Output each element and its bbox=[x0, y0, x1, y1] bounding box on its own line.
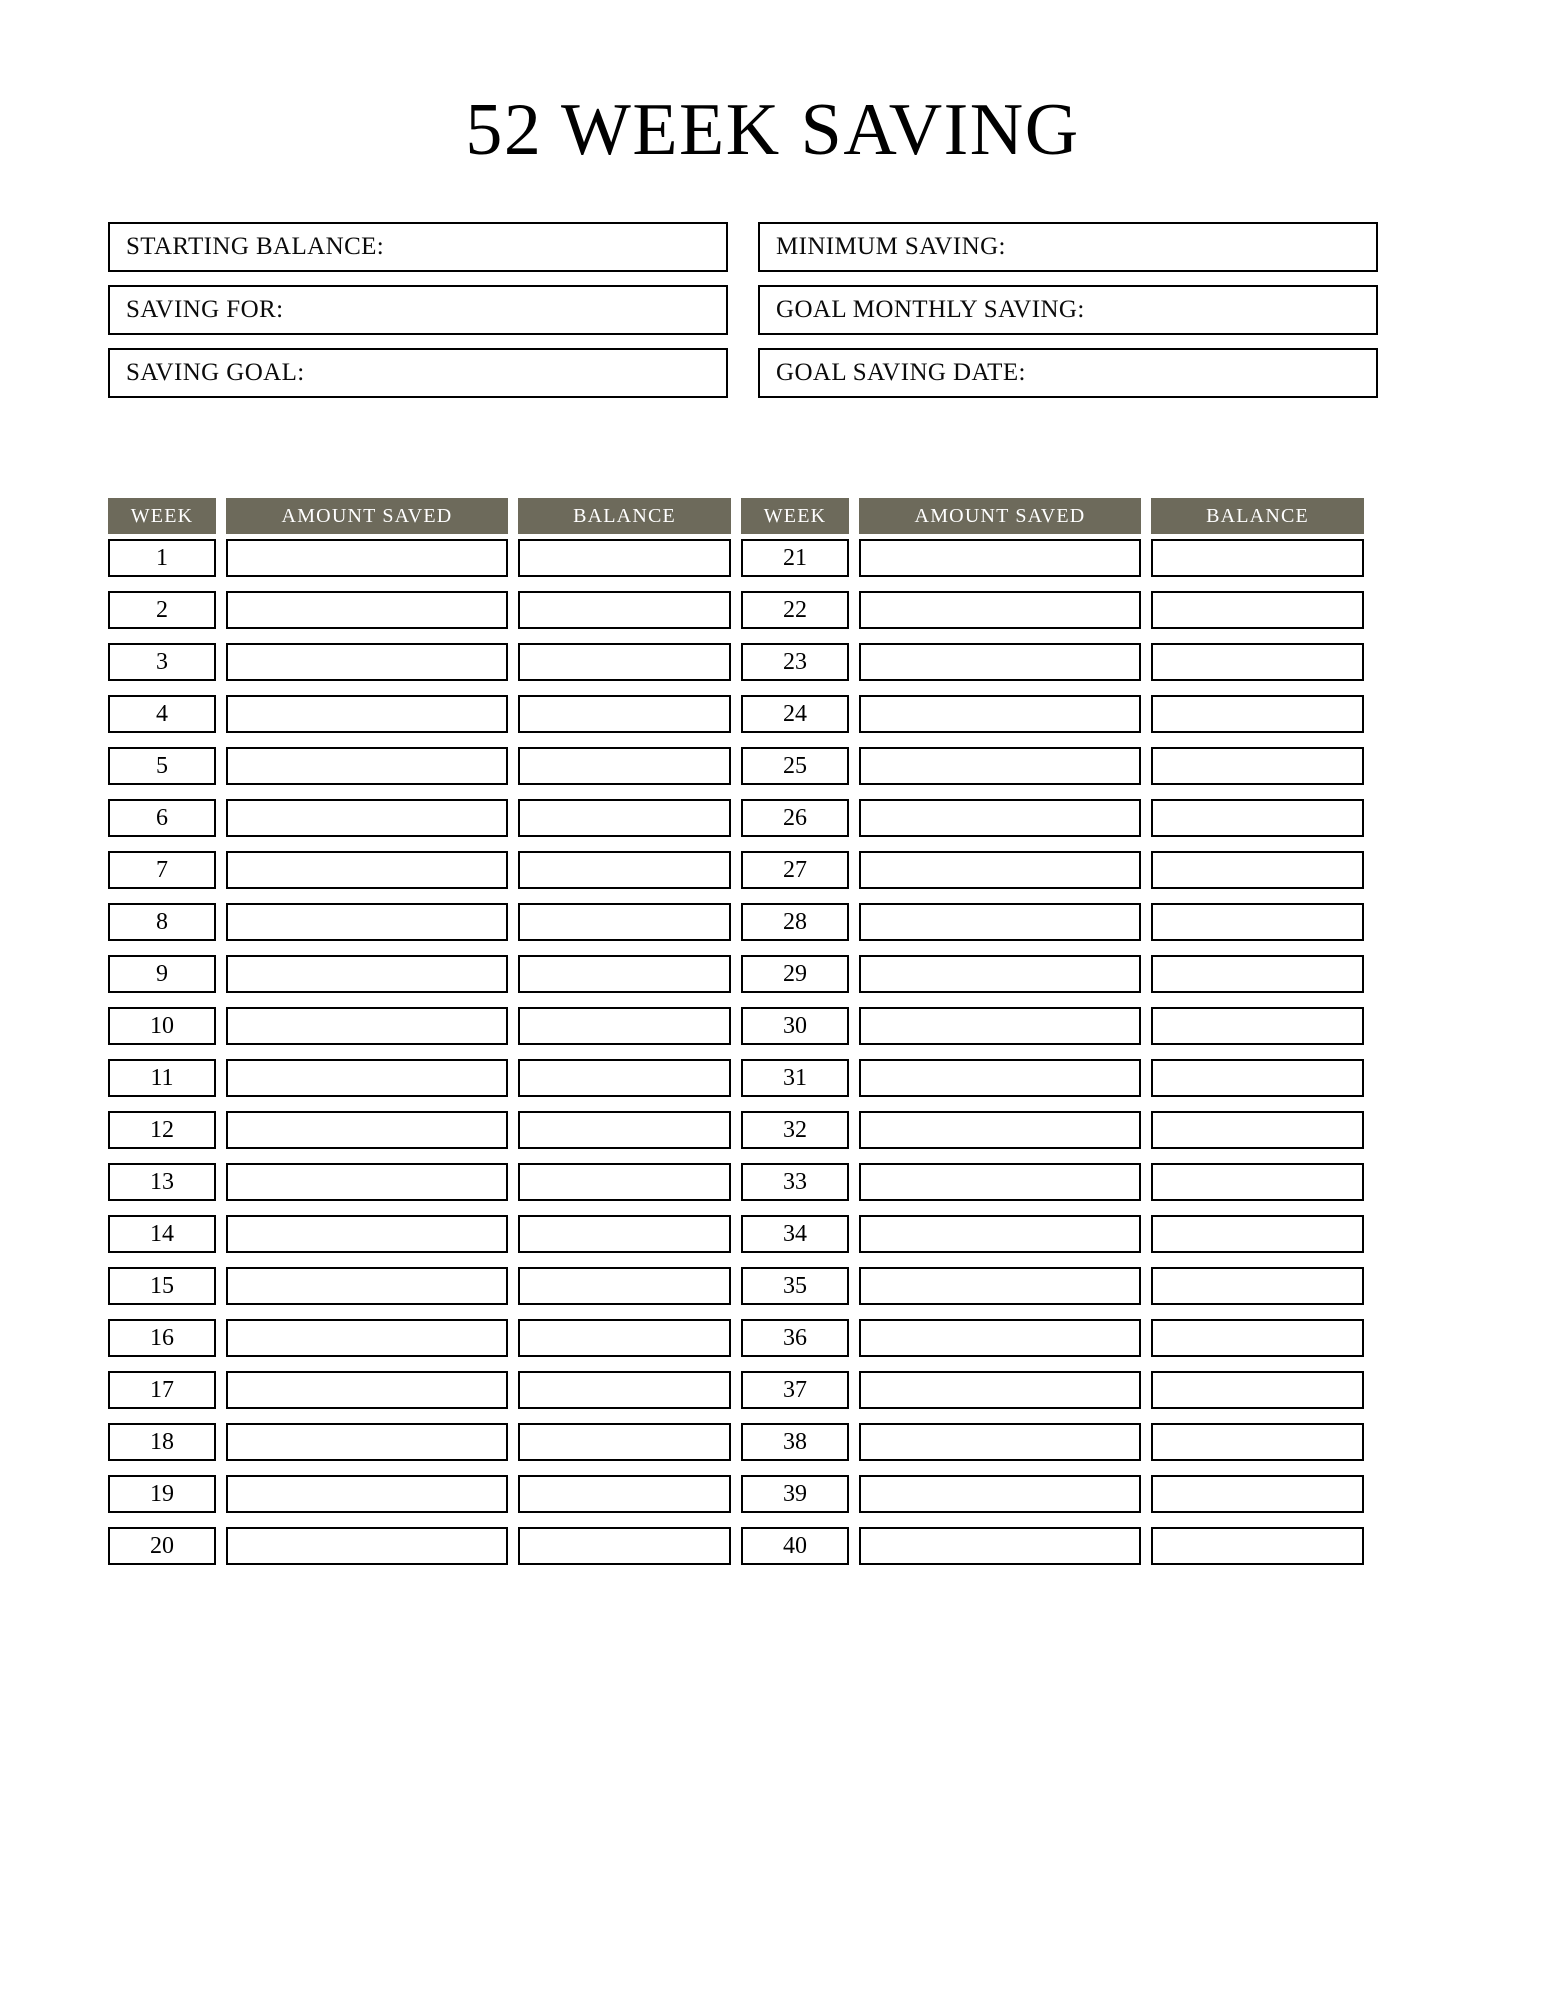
input-amount-left[interactable] bbox=[226, 1527, 508, 1565]
cell-week-left: 4 bbox=[108, 695, 216, 733]
cell-week-left: 10 bbox=[108, 1007, 216, 1045]
cell-week-right: 32 bbox=[741, 1111, 849, 1149]
input-balance-left[interactable] bbox=[518, 903, 731, 941]
input-amount-right[interactable] bbox=[859, 1163, 1141, 1201]
cell-week-right: 39 bbox=[741, 1475, 849, 1513]
input-amount-right[interactable] bbox=[859, 1267, 1141, 1305]
column-header-amount-left: AMOUNT SAVED bbox=[226, 498, 508, 534]
table-row bbox=[108, 1215, 1438, 1253]
input-amount-right[interactable] bbox=[859, 1371, 1141, 1409]
input-amount-left[interactable] bbox=[226, 799, 508, 837]
header-fields-row bbox=[108, 222, 1416, 272]
input-amount-left[interactable] bbox=[226, 1007, 508, 1045]
input-amount-right[interactable] bbox=[859, 851, 1141, 889]
cell-week-right: 40 bbox=[741, 1527, 849, 1565]
savings-table bbox=[108, 498, 1438, 1565]
cell-week-left: 5 bbox=[108, 747, 216, 785]
input-amount-right[interactable] bbox=[859, 799, 1141, 837]
table-row bbox=[108, 903, 1438, 941]
input-balance-right[interactable] bbox=[1151, 1371, 1364, 1409]
input-amount-left[interactable] bbox=[226, 643, 508, 681]
table-row bbox=[108, 1267, 1438, 1305]
table-row bbox=[108, 1527, 1438, 1565]
cell-week-right: 26 bbox=[741, 799, 849, 837]
input-amount-left[interactable] bbox=[226, 1371, 508, 1409]
field-goal-monthly-saving[interactable] bbox=[758, 285, 1378, 335]
input-amount-right[interactable] bbox=[859, 539, 1141, 577]
input-amount-left[interactable] bbox=[226, 1267, 508, 1305]
input-amount-right[interactable] bbox=[859, 955, 1141, 993]
input-balance-right[interactable] bbox=[1151, 1475, 1364, 1513]
input-amount-left[interactable] bbox=[226, 1319, 508, 1357]
cell-week-left: 8 bbox=[108, 903, 216, 941]
page-title: 52 WEEK SAVING bbox=[465, 89, 1080, 171]
input-balance-left[interactable] bbox=[518, 1059, 731, 1097]
table-body bbox=[108, 539, 1438, 1565]
cell-week-left: 7 bbox=[108, 851, 216, 889]
input-balance-left[interactable] bbox=[518, 1267, 731, 1305]
input-balance-left[interactable] bbox=[518, 1475, 731, 1513]
column-header-balance-left: BALANCE bbox=[518, 498, 731, 534]
input-amount-left[interactable] bbox=[226, 1111, 508, 1149]
input-balance-left[interactable] bbox=[518, 643, 731, 681]
header-fields-section bbox=[108, 222, 1416, 398]
field-goal-saving-date[interactable] bbox=[758, 348, 1378, 398]
input-balance-left[interactable] bbox=[518, 1111, 731, 1149]
input-amount-left[interactable] bbox=[226, 539, 508, 577]
input-amount-right[interactable] bbox=[859, 591, 1141, 629]
cell-week-right: 21 bbox=[741, 539, 849, 577]
cell-week-right: 37 bbox=[741, 1371, 849, 1409]
input-balance-left[interactable] bbox=[518, 1163, 731, 1201]
table-row bbox=[108, 1163, 1438, 1201]
column-header-week-left: WEEK bbox=[108, 498, 216, 534]
input-amount-right[interactable] bbox=[859, 747, 1141, 785]
cell-week-right: 35 bbox=[741, 1267, 849, 1305]
cell-week-left: 9 bbox=[108, 955, 216, 993]
input-balance-right[interactable] bbox=[1151, 539, 1364, 577]
cell-week-right: 23 bbox=[741, 643, 849, 681]
column-header-week-right: WEEK bbox=[741, 498, 849, 534]
input-balance-right[interactable] bbox=[1151, 1215, 1364, 1253]
input-amount-left[interactable] bbox=[226, 1423, 508, 1461]
table-header-row bbox=[108, 498, 1438, 534]
field-label-minimum-saving: MINIMUM SAVING: bbox=[776, 233, 1006, 260]
input-balance-left[interactable] bbox=[518, 1215, 731, 1253]
field-label-starting-balance: STARTING BALANCE: bbox=[126, 233, 385, 260]
input-amount-left[interactable] bbox=[226, 591, 508, 629]
input-balance-left[interactable] bbox=[518, 851, 731, 889]
table-row bbox=[108, 955, 1438, 993]
input-balance-left[interactable] bbox=[518, 1527, 731, 1565]
input-balance-left[interactable] bbox=[518, 1319, 731, 1357]
input-balance-left[interactable] bbox=[518, 747, 731, 785]
header-fields-row bbox=[108, 285, 1416, 335]
input-balance-right[interactable] bbox=[1151, 747, 1364, 785]
cell-week-left: 17 bbox=[108, 1371, 216, 1409]
input-balance-left[interactable] bbox=[518, 799, 731, 837]
cell-week-left: 3 bbox=[108, 643, 216, 681]
input-balance-right[interactable] bbox=[1151, 1111, 1364, 1149]
cell-week-right: 31 bbox=[741, 1059, 849, 1097]
input-balance-right[interactable] bbox=[1151, 591, 1364, 629]
field-label-saving-for: SAVING FOR: bbox=[126, 296, 284, 323]
input-balance-left[interactable] bbox=[518, 1007, 731, 1045]
input-balance-left[interactable] bbox=[518, 539, 731, 577]
cell-week-left: 20 bbox=[108, 1527, 216, 1565]
cell-week-right: 33 bbox=[741, 1163, 849, 1201]
input-balance-right[interactable] bbox=[1151, 1319, 1364, 1357]
table-row bbox=[108, 591, 1438, 629]
cell-week-right: 34 bbox=[741, 1215, 849, 1253]
field-saving-for[interactable] bbox=[108, 285, 728, 335]
input-amount-left[interactable] bbox=[226, 1059, 508, 1097]
table-row bbox=[108, 643, 1438, 681]
table-row bbox=[108, 539, 1438, 577]
input-balance-right[interactable] bbox=[1151, 955, 1364, 993]
field-starting-balance[interactable] bbox=[108, 222, 728, 272]
input-amount-right[interactable] bbox=[859, 1111, 1141, 1149]
input-balance-right[interactable] bbox=[1151, 1423, 1364, 1461]
cell-week-right: 30 bbox=[741, 1007, 849, 1045]
cell-week-right: 25 bbox=[741, 747, 849, 785]
input-balance-left[interactable] bbox=[518, 695, 731, 733]
cell-week-left: 13 bbox=[108, 1163, 216, 1201]
input-balance-right[interactable] bbox=[1151, 799, 1364, 837]
table-row bbox=[108, 799, 1438, 837]
field-minimum-saving[interactable] bbox=[758, 222, 1378, 272]
cell-week-right: 27 bbox=[741, 851, 849, 889]
input-amount-left[interactable] bbox=[226, 955, 508, 993]
input-balance-right[interactable] bbox=[1151, 1163, 1364, 1201]
column-header-balance-right: BALANCE bbox=[1151, 498, 1364, 534]
table-row bbox=[108, 1423, 1438, 1461]
input-balance-right[interactable] bbox=[1151, 643, 1364, 681]
input-amount-left[interactable] bbox=[226, 747, 508, 785]
input-amount-left[interactable] bbox=[226, 903, 508, 941]
input-balance-right[interactable] bbox=[1151, 695, 1364, 733]
cell-week-left: 1 bbox=[108, 539, 216, 577]
input-amount-right[interactable] bbox=[859, 1423, 1141, 1461]
table-row bbox=[108, 1319, 1438, 1357]
input-amount-right[interactable] bbox=[859, 1215, 1141, 1253]
cell-week-left: 16 bbox=[108, 1319, 216, 1357]
field-label-goal-monthly-saving: GOAL MONTHLY SAVING: bbox=[776, 296, 1085, 323]
cell-week-left: 2 bbox=[108, 591, 216, 629]
input-balance-right[interactable] bbox=[1151, 851, 1364, 889]
input-amount-right[interactable] bbox=[859, 1319, 1141, 1357]
header-fields-row bbox=[108, 348, 1416, 398]
input-amount-left[interactable] bbox=[226, 1475, 508, 1513]
input-amount-right[interactable] bbox=[859, 1059, 1141, 1097]
input-amount-right[interactable] bbox=[859, 695, 1141, 733]
input-amount-right[interactable] bbox=[859, 1475, 1141, 1513]
input-amount-left[interactable] bbox=[226, 1163, 508, 1201]
table-row bbox=[108, 695, 1438, 733]
cell-week-left: 11 bbox=[108, 1059, 216, 1097]
table-row bbox=[108, 1475, 1438, 1513]
cell-week-left: 12 bbox=[108, 1111, 216, 1149]
table-row bbox=[108, 1007, 1438, 1045]
input-amount-right[interactable] bbox=[859, 1527, 1141, 1565]
table-row bbox=[108, 747, 1438, 785]
cell-week-left: 15 bbox=[108, 1267, 216, 1305]
field-label-goal-saving-date: GOAL SAVING DATE: bbox=[776, 359, 1026, 386]
cell-week-left: 18 bbox=[108, 1423, 216, 1461]
cell-week-right: 36 bbox=[741, 1319, 849, 1357]
input-amount-left[interactable] bbox=[226, 851, 508, 889]
cell-week-left: 19 bbox=[108, 1475, 216, 1513]
column-header-amount-right: AMOUNT SAVED bbox=[859, 498, 1141, 534]
input-balance-left[interactable] bbox=[518, 591, 731, 629]
table-row bbox=[108, 851, 1438, 889]
table-row bbox=[108, 1111, 1438, 1149]
cell-week-right: 38 bbox=[741, 1423, 849, 1461]
input-amount-left[interactable] bbox=[226, 1215, 508, 1253]
cell-week-right: 24 bbox=[741, 695, 849, 733]
field-saving-goal[interactable] bbox=[108, 348, 728, 398]
input-balance-right[interactable] bbox=[1151, 1007, 1364, 1045]
cell-week-left: 6 bbox=[108, 799, 216, 837]
table-row bbox=[108, 1371, 1438, 1409]
table-row bbox=[108, 1059, 1438, 1097]
cell-week-left: 14 bbox=[108, 1215, 216, 1253]
input-balance-right[interactable] bbox=[1151, 1527, 1364, 1565]
input-balance-left[interactable] bbox=[518, 1371, 731, 1409]
input-balance-left[interactable] bbox=[518, 955, 731, 993]
cell-week-right: 22 bbox=[741, 591, 849, 629]
input-amount-right[interactable] bbox=[859, 1007, 1141, 1045]
input-balance-right[interactable] bbox=[1151, 1059, 1364, 1097]
input-amount-right[interactable] bbox=[859, 643, 1141, 681]
input-balance-right[interactable] bbox=[1151, 903, 1364, 941]
cell-week-right: 29 bbox=[741, 955, 849, 993]
input-amount-right[interactable] bbox=[859, 903, 1141, 941]
cell-week-right: 28 bbox=[741, 903, 849, 941]
input-balance-left[interactable] bbox=[518, 1423, 731, 1461]
input-amount-left[interactable] bbox=[226, 695, 508, 733]
input-balance-right[interactable] bbox=[1151, 1267, 1364, 1305]
field-label-saving-goal: SAVING GOAL: bbox=[126, 359, 305, 386]
